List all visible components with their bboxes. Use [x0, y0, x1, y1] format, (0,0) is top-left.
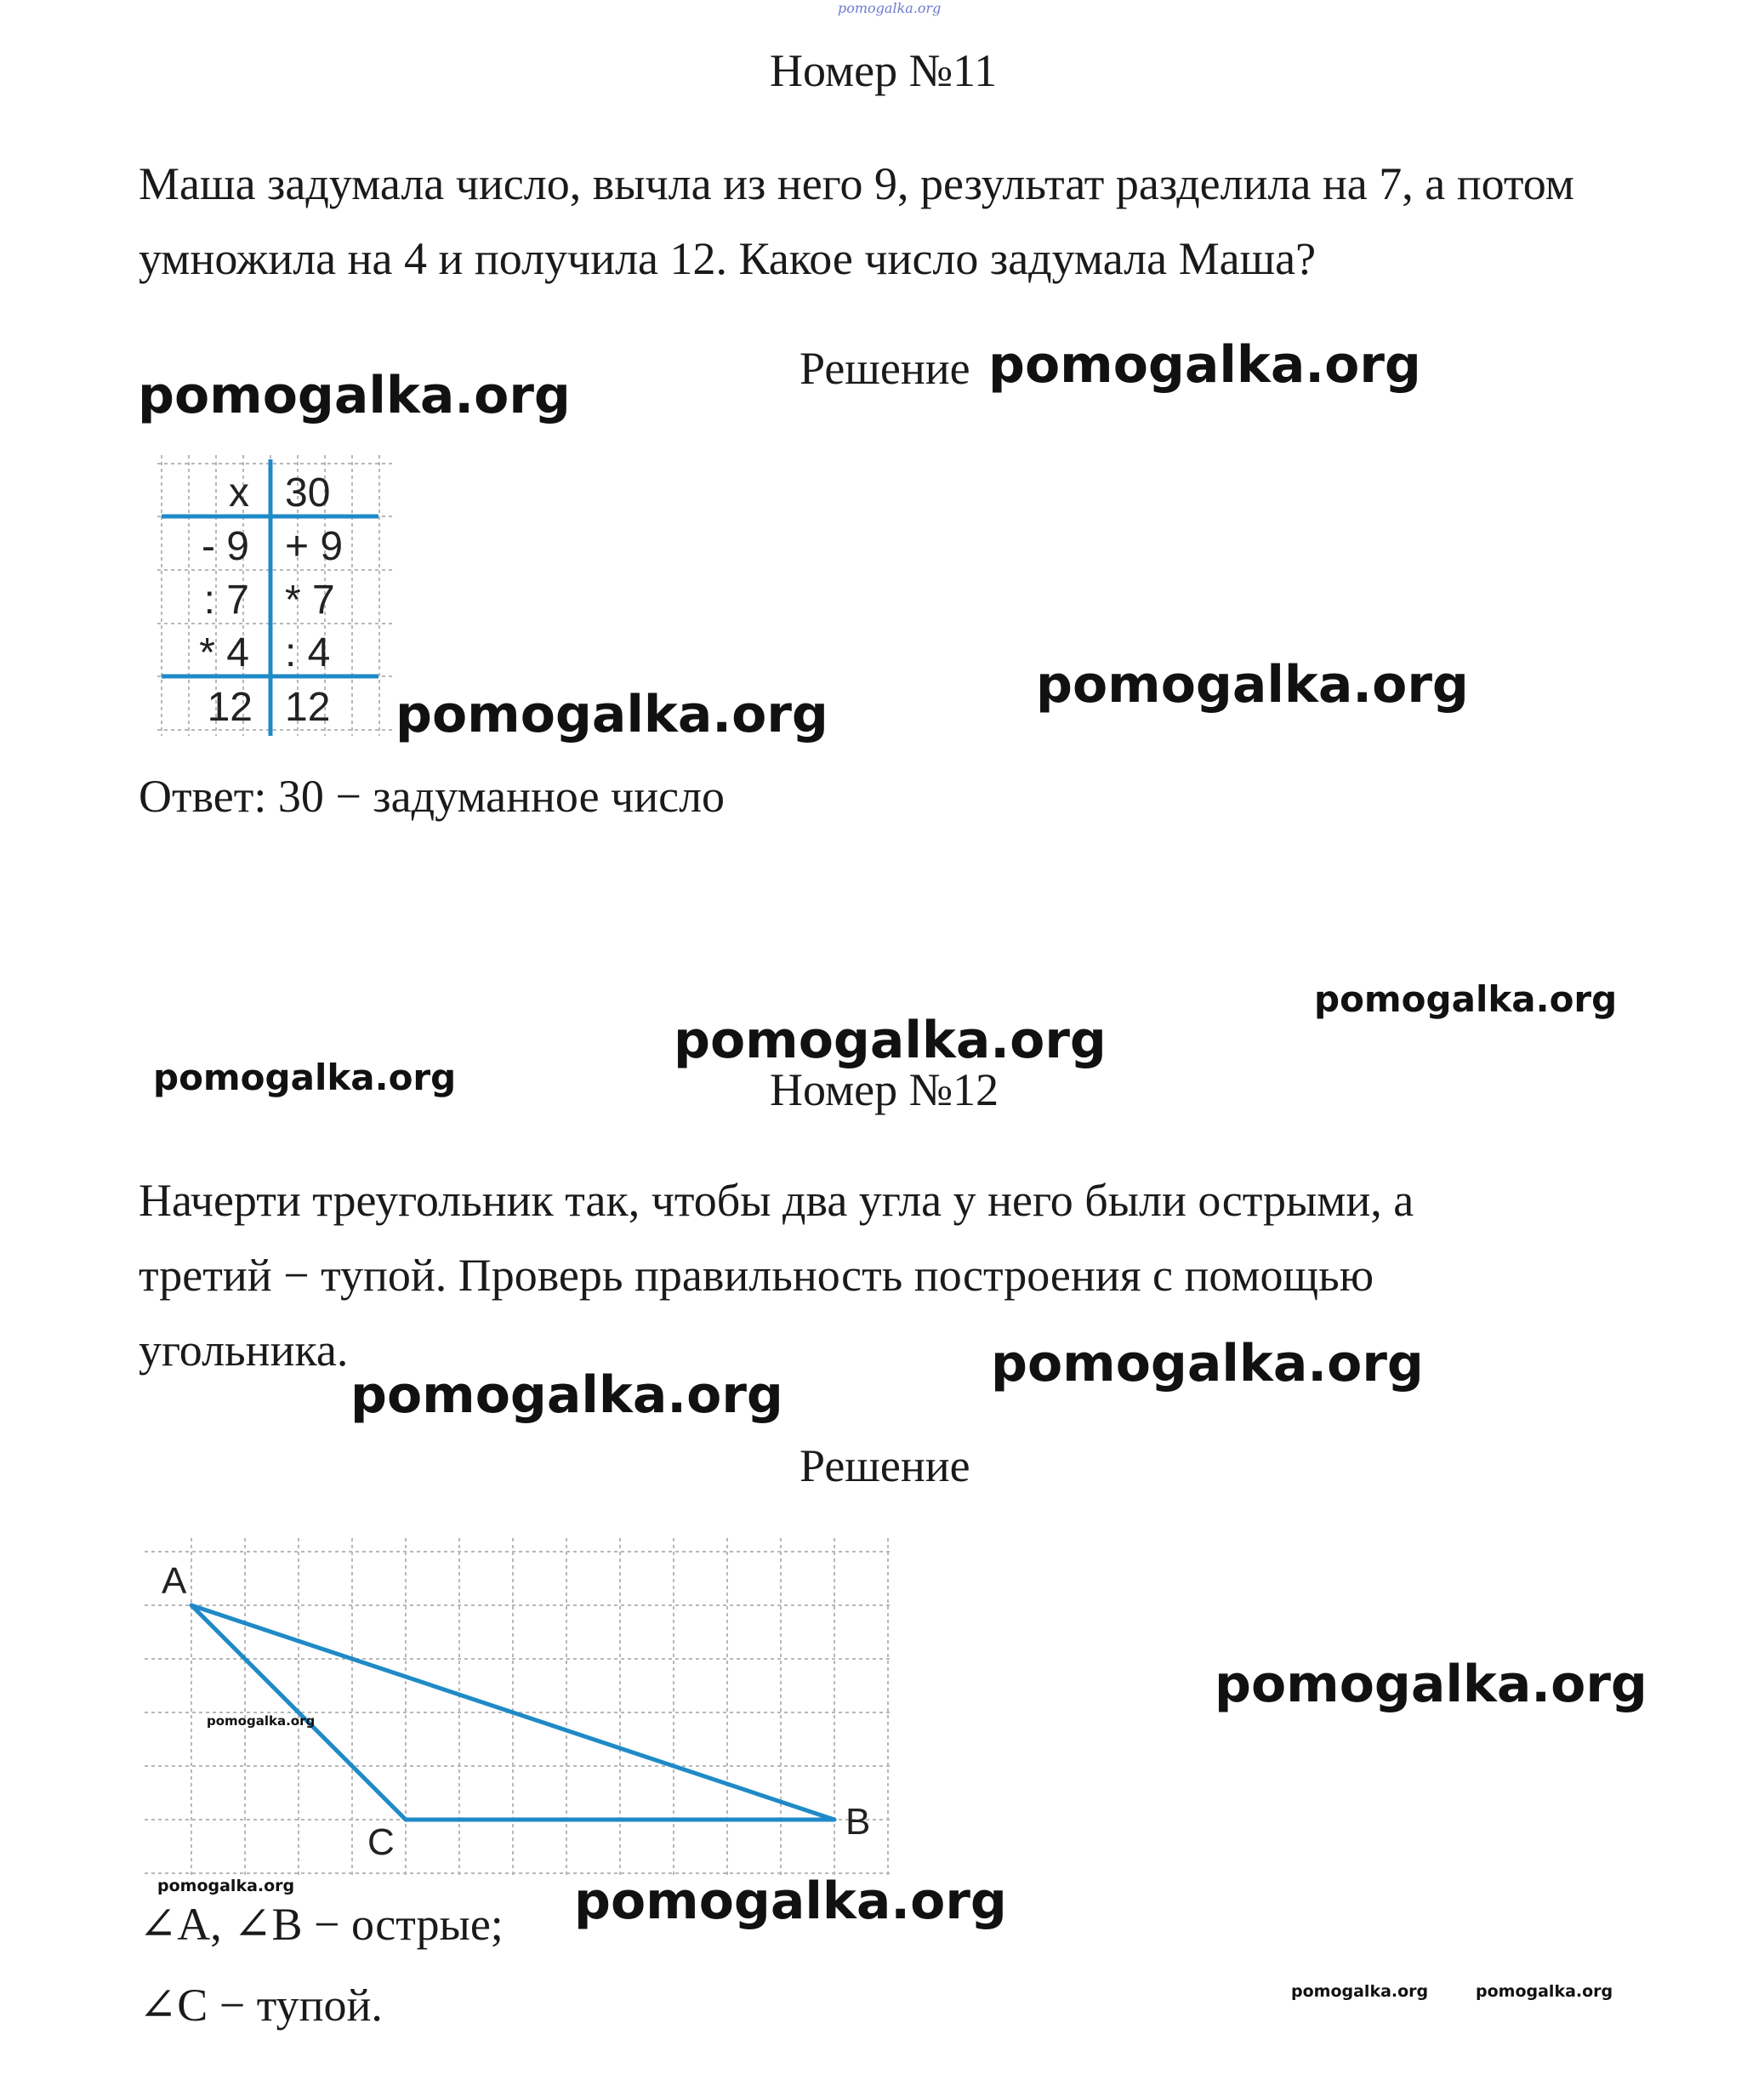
table-grid [157, 455, 395, 736]
watermark: pomogalka.org [988, 335, 1421, 395]
table-cell: * 7 [285, 578, 335, 623]
vertex-label-c: C [367, 1821, 395, 1863]
problem-12-obtuse-angle: ∠C − тупой. [139, 1980, 383, 2031]
figure-grid [145, 1538, 893, 1878]
problem-12-text-line-3: угольника. [139, 1325, 349, 1376]
problem-12-text-line-2: третий − тупой. Проверь правильность построения с помощью [139, 1250, 1374, 1301]
watermark: pomogalka.org [1314, 978, 1618, 1020]
table-cell: 12 [285, 685, 331, 730]
table-cell: : 7 [203, 578, 249, 623]
table-cell: 30 [285, 470, 331, 516]
table-cell: - 9 [201, 524, 249, 569]
watermark: pomogalka.org [207, 1713, 316, 1729]
watermark: pomogalka.org [138, 366, 571, 425]
watermark: pomogalka.org [574, 1872, 1007, 1931]
problem-12-title: Номер №12 [770, 1064, 999, 1115]
table-cell: + 9 [285, 524, 344, 569]
watermark: pomogalka.org [157, 1877, 295, 1895]
table-cell: x [229, 470, 249, 516]
watermark: pomogalka.org [1215, 1655, 1647, 1714]
problem-12-acute-angles: ∠A, ∠B − острые; [139, 1899, 504, 1950]
table-cell: : 4 [285, 630, 331, 675]
problem-12-triangle-figure [136, 1538, 902, 1887]
watermark: pomogalka.org [1036, 655, 1469, 715]
watermark: pomogalka.org [153, 1057, 457, 1098]
vertex-label-b: B [845, 1801, 871, 1843]
watermark: pomogalka.org [1476, 1982, 1613, 2001]
watermark: pomogalka.org [395, 685, 828, 744]
table-cell: * 4 [199, 630, 249, 675]
problem-12-solution-label: Решение [799, 1440, 970, 1491]
problem-11-text: Маша задумала число, вычла из него 9, результат разделила на 7, а потом умножила на 4 и получила 12. Какое число задумала Маша? [139, 158, 1574, 284]
watermark: pomogalka.org [991, 1334, 1424, 1393]
watermark: pomogalka.org [350, 1365, 783, 1425]
problem-11-answer: Ответ: 30 − задуманное число [139, 771, 726, 822]
table-cell: 12 [207, 685, 253, 730]
top-watermark: pomogalka.org [838, 0, 942, 16]
problem-11-table [149, 447, 404, 744]
vertex-label-a: A [162, 1560, 187, 1602]
watermark: pomogalka.org [674, 1011, 1107, 1070]
problem-12-text-line-1: Начерти треугольник так, чтобы два угла у него были острыми, а [139, 1175, 1414, 1226]
problem-11-title: Номер №11 [770, 45, 998, 96]
problem-11-solution-label: Решение [799, 343, 970, 394]
watermark: pomogalka.org [1291, 1982, 1429, 2001]
